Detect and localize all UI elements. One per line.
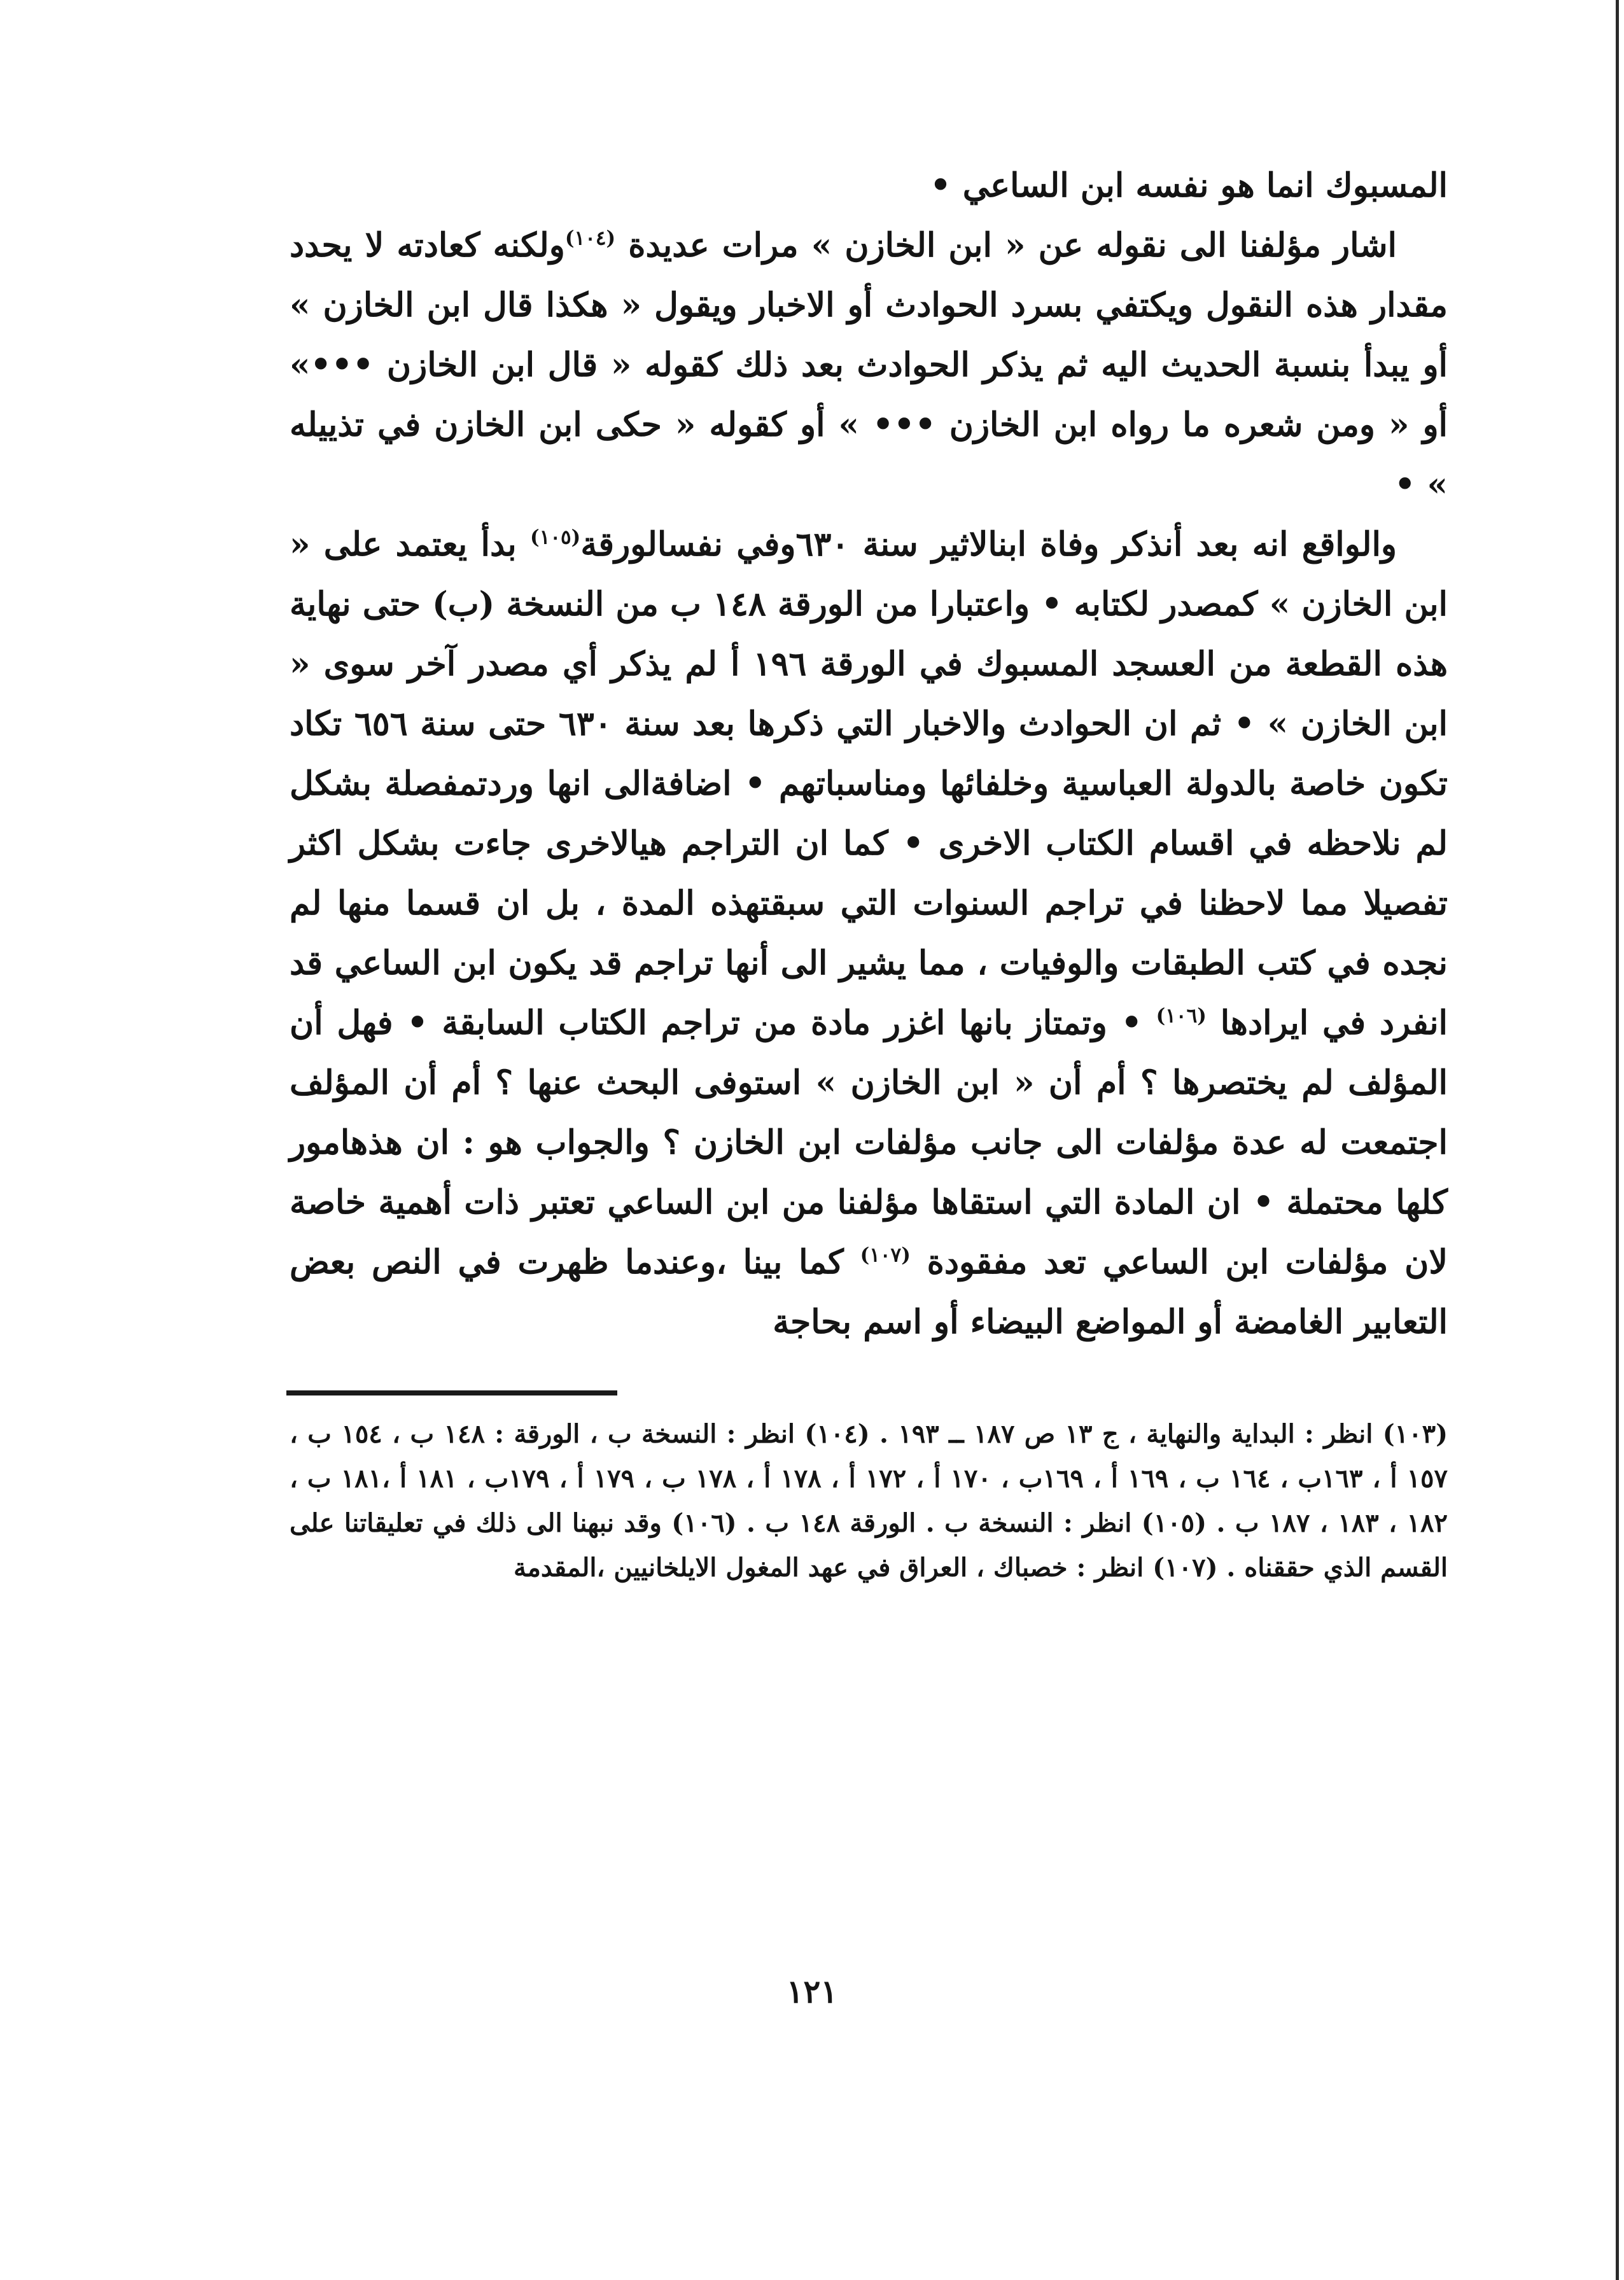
page-edge bbox=[1616, 0, 1619, 2280]
body-text bbox=[290, 156, 1448, 1352]
footnote-ref-105: (١٠٥) bbox=[530, 526, 581, 549]
paragraph-1: المسبوك انما هو نفسه ابن الساعي • bbox=[930, 166, 1448, 205]
footnote-ref-104: (١٠٤) bbox=[564, 227, 616, 250]
paragraph-3: والواقع انه بعد أنذكر وفاة ابنالاثير سنة ٦٣٠وفي نفسالورقة$^{(١٠٥)}$ بدأ يعتمد على « ابن الخازن » كمصدر لكتابه • واعتبارا من الورقة ١٤٨ ب من النسخة (ب) حتى نهاية هذه القطعة من العسجد المسبوك في الورقة ١٩٦ أ لم يذكر أي مصدر آخر سوى « ابن الخازن » • ثم ان الحوادث والاخبار التي ذكرها بعد سنة ٦٣٠ حتى سنة ٦٥٦ تكاد تكون خاصة بالدولة العباسية وخلفائها ومناسباتهم • اضافةالى انها وردتمفصلة بشكل لم نلاحظه في اقسام الكتاب الاخرى • كما ان التراجم هيالاخرى جاءت بشكل اكثر تفصيلا مما لاحظنا في تراجم السنوات التي سبقتهذه المدة ، بل ان قسما منها لم نجده في كتب الطبقات والوفيات ، مما يشير الى أنها تراجم قد يكون ابن الساعي قد انفرد في ايرادها $^{(١٠٦)}$ • وتمتاز بانها اغزر مادة من تراجم الكتاب السابقة • فهل أن المؤلف لم يختصرها ؟ أم أن « ابن الخازن » استوفى البحث عنها ؟ أم أن المؤلف اجتمعت له عدة مؤلفات الى جانب مؤلفات ابن الخازن ؟ والجواب هو : ان هذهامور كلها محتملة • ان المادة التي استقاها مؤلفنا من ابن الساعي تعتبر ذات أهمية خاصة لان مؤلفات ابن الساعي تعد مفقودة $^{(١٠٧)}$ كما بينا ،وعندما ظهرت في النص بعض التعابير الغامضة أو المواضع البيضاء أو اسم بحاجة bbox=[290, 525, 1448, 1341]
footnote-ref-107: (١٠٧) bbox=[860, 1243, 911, 1267]
document-page bbox=[290, 156, 1448, 1590]
footnote-ref-106: (١٠٦) bbox=[1156, 1004, 1207, 1028]
footnotes: (١٠٣) انظر : البداية والنهاية ، ج ١٣ ص ١٨٧ ــ ١٩٣ . (١٠٤) انظر : النسخة ب ، الورقة : ١٤٨ ب ، ١٥٤ ب ، ١٥٧ أ ، ١٦٣ب ، ١٦٤ ب ، ١٦٩ أ ، ١٦٩ب ، ١٧٠ أ ، ١٧٢ أ ، ١٧٨ أ ، ١٧٨ ب ، ١٧٩ أ ، ١٧٩ب ، ١٨١ أ ،١٨١ ب ، ١٨٢ ، ١٨٣ ، ١٨٧ ب . (١٠٥) انظر : النسخة ب . الورقة ١٤٨ ب . (١٠٦) وقد نبهنا الى ذلك في تعليقاتنا على القسم الذي حققناه . (١٠٧) انظر : خصباك ، العراق في عهد المغول الايلخانيين ،المقدمة bbox=[290, 1419, 1448, 1583]
paragraph-2: اشار مؤلفنا الى نقوله عن « ابن الخازن » مرات عديدة $^{(١٠٤)}$ولكنه كعادته لا يحدد مقدار هذه النقول ويكتفي بسرد الحوادث أو الاخبار ويقول « هكذا قال ابن الخازن » أو يبدأ بنسبة الحديث اليه ثم يذكر الحوادث بعد ذلك كقوله « قال ابن الخازن •••» أو « ومن شعره ما رواه ابن الخازن ••• » أو كقوله « حكى ابن الخازن في تذييله » • bbox=[290, 226, 1448, 504]
footnote-divider bbox=[286, 1390, 617, 1395]
page-number: ١٢١ bbox=[786, 1973, 838, 2010]
